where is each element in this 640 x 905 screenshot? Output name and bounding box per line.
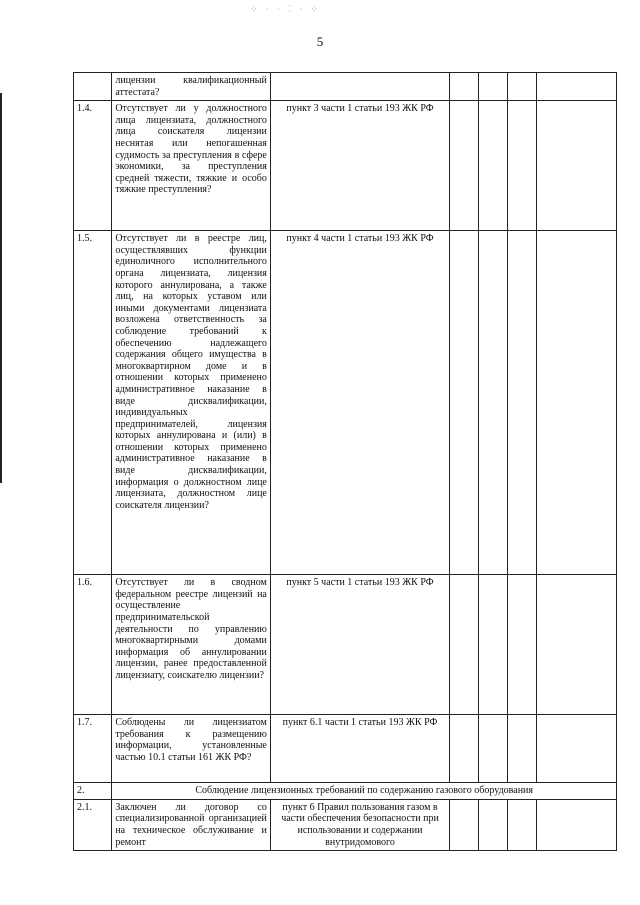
answer-yes-cell	[450, 231, 479, 575]
section-number: 2.	[74, 783, 112, 800]
checklist-table	[73, 72, 617, 851]
section-title: Соблюдение лицензионных требований по содержанию газового оборудования	[112, 783, 617, 800]
question-cell: лицензии квалификационный аттестата?	[112, 73, 271, 101]
note-cell	[537, 715, 617, 783]
answer-yes-cell	[450, 799, 479, 850]
note-cell	[537, 575, 617, 715]
note-cell	[537, 73, 617, 101]
answer-no-cell	[479, 575, 508, 715]
reference-cell: пункт 3 части 1 статьи 193 ЖК РФ	[270, 101, 449, 231]
reference-cell: пункт 5 части 1 статьи 193 ЖК РФ	[270, 575, 449, 715]
row-number: 2.1.	[74, 799, 112, 850]
answer-na-cell	[508, 575, 537, 715]
answer-na-cell	[508, 231, 537, 575]
row-number: 1.4.	[74, 101, 112, 231]
question-cell: Соблюдены ли лицензиатом требования к размещению информации, установленные частью 10.1 статьи 161 ЖК РФ?	[112, 715, 271, 783]
row-number: 1.5.	[74, 231, 112, 575]
note-cell	[537, 231, 617, 575]
scan-edge-line	[0, 93, 2, 483]
table-row	[74, 73, 617, 101]
answer-no-cell	[479, 799, 508, 850]
answer-yes-cell	[450, 73, 479, 101]
answer-no-cell	[479, 73, 508, 101]
question-cell: Заключен ли договор со специализированной организацией на техническое обслуживание и ремонт	[112, 799, 271, 850]
reference-cell: пункт 6 Правил пользования газом в части обеспечения безопасности при использовании и содержании внутридомового	[270, 799, 449, 850]
question-cell: Отсутствует ли у должностного лица лицензиата, должностного лица соискателя лицензии неснятая или непогашенная судимость за преступления в сфере экономики, за преступления средней тяжести, тяжкие и особо тяжкие преступления?	[112, 101, 271, 231]
answer-no-cell	[479, 231, 508, 575]
scan-artifact: ⁘ · · ⁚ · ⁘	[250, 4, 322, 14]
question-cell: Отсутствует ли в реестре лиц, осуществлявших функции единоличного исполнительного органа лицензиата, лицензия которого аннулирована, а также лиц, на которых уставом или иными документами лицензиата возложена ответственность за соблюдение требований к обеспечению надлежащего содержания общего имущества в многоквартирном доме и в отношении которых применено административное наказание в виде дисквалификации, индивидуальных предпринимателей, лицензия которых аннулирована и (или) в отношении которых применено административное наказание в виде дисквалификации, информация о должностном лице лицензиата, должностном лице соискателя лицензии?	[112, 231, 271, 575]
question-cell: Отсутствует ли в сводном федеральном реестре лицензий на осуществление предпринимательской деятельности по управлению многоквартирными домами информация об аннулировании лицензии, ранее предоставленной лицензиату, соискателю лицензии?	[112, 575, 271, 715]
answer-yes-cell	[450, 575, 479, 715]
section-row	[74, 783, 617, 800]
answer-na-cell	[508, 73, 537, 101]
row-number: 1.7.	[74, 715, 112, 783]
answer-yes-cell	[450, 101, 479, 231]
answer-na-cell	[508, 715, 537, 783]
note-cell	[537, 799, 617, 850]
page-number: 5	[316, 34, 324, 49]
reference-cell: пункт 4 части 1 статьи 193 ЖК РФ	[270, 231, 449, 575]
table-row	[74, 231, 617, 575]
table-row	[74, 715, 617, 783]
table-row	[74, 101, 617, 231]
row-number	[74, 73, 112, 101]
reference-cell: пункт 6.1 части 1 статьи 193 ЖК РФ	[270, 715, 449, 783]
answer-no-cell	[479, 101, 508, 231]
table-row	[74, 575, 617, 715]
table-row	[74, 799, 617, 850]
row-number: 1.6.	[74, 575, 112, 715]
answer-yes-cell	[450, 715, 479, 783]
answer-na-cell	[508, 799, 537, 850]
reference-cell	[270, 73, 449, 101]
note-cell	[537, 101, 617, 231]
answer-no-cell	[479, 715, 508, 783]
answer-na-cell	[508, 101, 537, 231]
